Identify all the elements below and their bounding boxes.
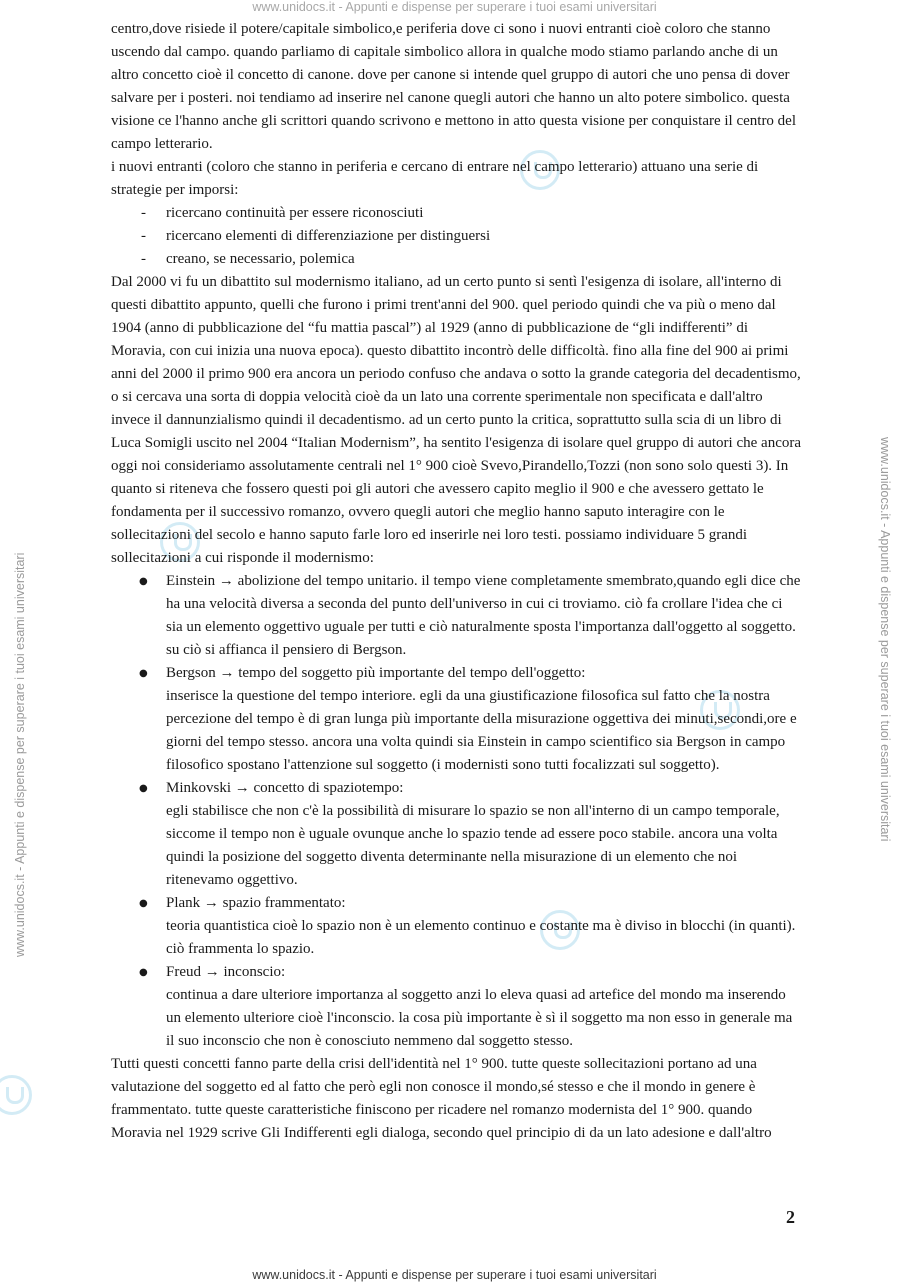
list-item <box>111 777 801 892</box>
list-item <box>111 570 801 662</box>
item-body: inserisce la questione del tempo interiore. egli da una giustificazione filosofica sul fatto che la nostra percezione del tempo è di gran lunga più importante della misurazione oggettiva dei minuti,secondi,ore e giorni del tempo stesso. ancora una volta quindi sia Einstein in campo scientifico sia Bergson in campo filosofico spostano l'attenzione sul soggetto (i modernisti sono tutti focalizzati sul soggetto). <box>166 688 797 773</box>
page-number: 2 <box>786 1207 795 1227</box>
paragraph-modernism: Dal 2000 vi fu un dibattito sul modernismo italiano, ad un certo punto si sentì l'esigenza di isolare, all'interno di questi dibattito appunto, quelli che furono i primi trent'anni del 900. quel periodo quindi che va più o meno dal 1904 (anno di pubblicazione del “fu mattia pascal”) al 1929 (anno di pubblicazione de “gli indifferenti” di Moravia, con cui inizia una nuova epoca). questo dibattito incontrò delle difficoltà. fino alla fine del 900 ai primi anni del 2000 il primo 900 era ancora un periodo confuso che andava o sotto la grande categoria del decadentismo, o si cercava una sorta di doppia velocità cioè da un lato una corrente sperimentale non specificata e dall'altro invece il dannunzialismo quindi il decadentismo. ad un certo punto la critica, soprattutto sulla scia di un libro di Luca Somigli uscito nel 2004 “Italian Modernism”, ha sentito l'esigenza di isolare quel gruppo di autori che ancora oggi noi consideriamo assolutamente centrali nel 1° 900 cioè Svevo,Pirandello,Tozzi (non sono solo questi 3). In quanto si riteneva che fossero questi poi gli autori che avessero capito meglio il 900 e che avessero gettato le fondamenta per il successivo romanzo, ovvero quegli autori che meglio hanno saputo interagire con le sollecitazioni del secolo e hanno saputo farle loro ed inserirle nei loro testi. possiamo individuare 5 grandi sollecitazioni a cui risponde il modernismo: <box>111 274 802 566</box>
document-page <box>111 18 801 1145</box>
item-body: egli stabilisce che non c'è la possibilità di misurare lo spazio se non all'interno di un campo temporale, siccome il tempo non è uguale ovunque anche lo spazio tende ad essere poco stabile. ancora una volta quindi la posizione del soggetto diventa determinante nella misurazione di un elemento che noi ritenevamo oggettivo. <box>166 803 780 888</box>
item-head: Plank → spazio frammentato: <box>166 895 346 911</box>
item-body: continua a dare ulteriore importanza al soggetto anzi lo eleva quasi ad artefice del mondo ma inserendo un elemento ulteriore cioè l'inconscio. la cosa più importante è sì il soggetto ma non esso in generale ma il suo inconscio che non è conosciuto nemmeno dal soggetto stesso. <box>166 987 793 1049</box>
watermark-left: www.unidocs.it - Appunti e dispense per superare i tuoi esami universitari <box>13 552 27 957</box>
paragraph-intro: centro,dove risiede il potere/capitale simbolico,e periferia dove ci sono i nuovi entranti cioè coloro che stanno uscendo dal campo. quando parliamo di capitale simbolico allora in qualche modo stiamo parlando anche di un altro concetto cioè il concetto di canone. dove per canone si intende quel gruppo di autori che uno pensa di dover salvare per i posteri. noi tendiamo ad inserire nel canone quegli autori che hanno un alto potere simbolico. questa visione ce l'hanno anche gli scrittori quando scrivono e mettono in atto questa visione per conquistare il centro del campo letterario. <box>111 21 797 152</box>
watermark-right: www.unidocs.it - Appunti e dispense per superare i tuoi esami universitari <box>878 437 892 842</box>
watermark-logo-icon <box>0 1075 32 1115</box>
item-head: Minkovski → concetto di spaziotempo: <box>166 780 404 796</box>
item-body: il tempo viene completamente smembrato,quando egli dice che ha una velocità diversa a seconda del punto dell'universo in cui ci troviamo. ciò fa crollare l'idea che ci sia un elemento oggettivo uguale per tutti e ciò naturalmente sposta l'importanza dall'oggetto al soggetto. su ciò si affianca il pensiero di Bergson. <box>166 573 801 658</box>
paragraph-strategies: i nuovi entranti (coloro che stanno in periferia e cercano di entrare nel campo letterario) attuano una serie di strategie per imporsi: <box>111 159 759 198</box>
list-item <box>111 662 801 777</box>
list-item <box>111 892 801 961</box>
solicitations-list <box>111 570 801 1053</box>
list-item: - ricercano elementi di differenziazione per distinguersi <box>111 225 801 248</box>
item-head: Freud → inconscio: <box>166 964 286 980</box>
list-item: - creano, se necessario, polemica <box>111 248 801 271</box>
watermark-bottom: www.unidocs.it - Appunti e dispense per superare i tuoi esami universitari <box>252 1268 657 1282</box>
item-head: Einstein → abolizione del tempo unitario. <box>166 573 418 589</box>
list-item <box>111 961 801 1053</box>
strategies-list <box>111 202 801 271</box>
watermark-top: www.unidocs.it - Appunti e dispense per superare i tuoi esami universitari <box>252 0 657 14</box>
list-item: - ricercano continuità per essere riconosciuti <box>111 202 801 225</box>
paragraph-conclusion: Tutti questi concetti fanno parte della crisi dell'identità nel 1° 900. tutte queste sollecitazioni portano ad una valutazione del soggetto ed al fatto che però egli non conosce il mondo,sé stesso e che il mondo in genere è frammentato. tutte queste caratteristiche finiscono per ricadere nel romanzo modernista del 1° 900. quando Moravia nel 1929 scrive Gli Indifferenti egli dialoga, secondo quel principio di da un lato adesione e dall'altro <box>111 1056 772 1141</box>
item-head: Bergson → tempo del soggetto più importante del tempo dell'oggetto: <box>166 665 586 681</box>
item-body: teoria quantistica cioè lo spazio non è un elemento continuo e costante ma è diviso in blocchi (in quanti). ciò frammenta lo spazio. <box>166 918 796 957</box>
